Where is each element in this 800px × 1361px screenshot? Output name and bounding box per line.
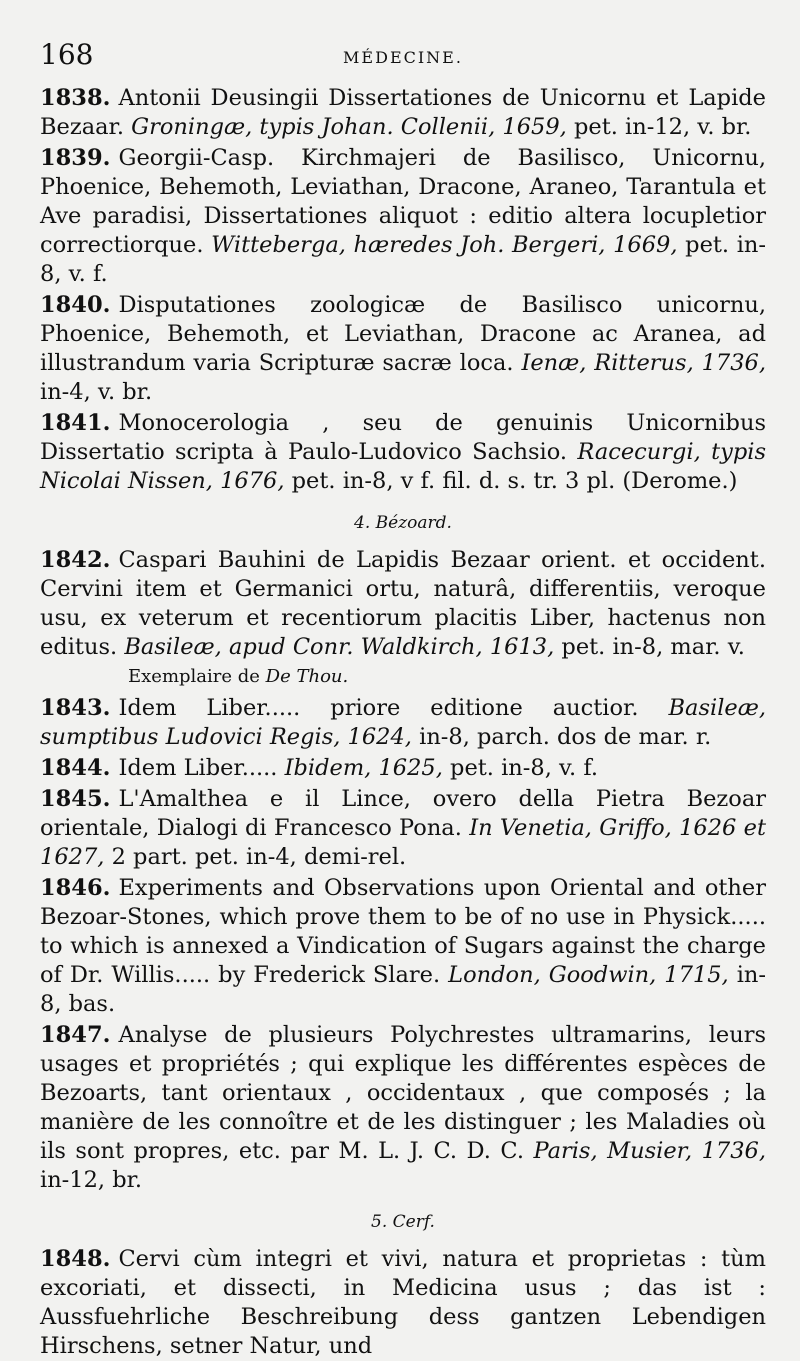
entry-number: 1838. [40, 85, 111, 111]
entry-number: 1842. [40, 547, 111, 573]
entry-format: in-8, bas. [40, 962, 767, 1017]
entry-number: 1840. [40, 292, 111, 318]
entry-number: 1839. [40, 145, 111, 171]
entry-format: in-4, v. br. [40, 379, 153, 405]
entry-format: pet. in-8, v. f. [450, 755, 599, 781]
entry-format: in-12, br. [40, 1167, 143, 1193]
entry-format: pet. in-8, v. f. [40, 232, 767, 287]
entry-text: Analyse de plusieurs Polychrestes ultramarins, leurs usages et propriétés ; qui explique les différentes espèces de Bezoarts, tant orientaux , occidentaux , que composés ; la manière de les connoître et de les distinguer ; les Maladies où ils sont propres, etc. par M. L. J. C. D. C. [40, 1022, 766, 1164]
entry-text: Experiments and Observations upon Oriental and other Bezoar-Stones, which prove them to be of no use in Physick..... to which is annexed a Vindication of Sugars against the charge of Dr. Willis..... by Frederick Slare. [40, 875, 766, 988]
section-heading-cerf: 5. Cerf. [371, 1212, 435, 1232]
entry-number: 1848. [40, 1246, 111, 1272]
entry-format: pet. in-8, v f. fil. d. s. tr. 3 pl. (Derome.) [291, 468, 738, 494]
entry-imprint: Witteberga, hæredes Joh. Bergeri, 1669, [211, 232, 678, 258]
catalog-entry [40, 694, 766, 752]
entries-group-a [40, 84, 766, 496]
entry-imprint: Groningæ, typis Johan. Collenii, 1659, [131, 114, 567, 140]
running-head: MÉDECINE. [343, 48, 463, 67]
catalog-entry [40, 1245, 766, 1361]
catalog-entry [40, 1021, 766, 1195]
entry-number: 1841. [40, 410, 111, 436]
entries-group-b [40, 694, 766, 1195]
section-heading-bezoard: 4. Bézoard. [354, 513, 452, 533]
catalog-entry [40, 84, 766, 142]
entry-imprint: Paris, Musier, 1736, [533, 1138, 766, 1164]
entry-text: L'Amalthea e il Lince, overo della Pietra Bezoar orientale, Dialogi di Francesco Pona. [40, 786, 766, 841]
entry-number: 1846. [40, 875, 111, 901]
page-header [40, 38, 766, 84]
catalog-entry [40, 291, 766, 407]
entry-imprint: Basileæ, apud Conr. Waldkirch, 1613, [124, 634, 555, 660]
entry-text: Georgii-Casp. Kirchmajeri de Basilisco, Unicornu, Phoenice, Behemoth, Leviathan, Dracone, Araneo, Tarantula et Ave paradisi, Dissertationes aliquot : editio altera locupletior correctiorque. [40, 145, 766, 258]
entry-format: in-8, parch. dos de mar. r. [419, 724, 712, 750]
catalog-entry [40, 874, 766, 1019]
catalog-entry [40, 546, 766, 662]
entry-text: Monocerologia , seu de genuinis Unicornibus Dissertatio scripta à Paulo-Ludovico Sachsio. [40, 410, 766, 465]
entry-text: Cervi cùm integri et vivi, natura et proprietas : tùm excoriati, et dissecti, in Medicina usus ; das ist : Aussfuehrliche Beschreibung dess gantzen Lebendigen Hirschens, setner Natur, und [40, 1246, 766, 1359]
entry-text: Idem Liber..... priore editione auctior. [118, 695, 639, 721]
entry-number: 1847. [40, 1022, 111, 1048]
catalog-entry [40, 144, 766, 289]
entry-number: 1843. [40, 695, 111, 721]
entry-imprint: Ienæ, Ritterus, 1736, [521, 350, 767, 376]
catalog-entry [40, 785, 766, 872]
note-owner: De Thou. [265, 666, 349, 687]
entry-format: pet. in-12, v. br. [573, 114, 752, 140]
entry-text: Antonii Deusingii Dissertationes de Unicornu et Lapide Bezaar. [40, 85, 766, 140]
catalog-entry [40, 754, 766, 783]
entry-format: 2 part. pet. in-4, demi-rel. [111, 844, 407, 870]
entry-text: Disputationes zoologicæ de Basilisco unicornu, Phoenice, Behemoth, et Leviathan, Dracone ac Aranea, ad illustrandum varia Scripturæ sacræ loca. [40, 292, 766, 376]
entry-text: Caspari Bauhini de Lapidis Bezaar orient. et occident. Cervini item et Germanici ortu, naturâ, differentiis, veroque usu, ex veterum et recentiorum placitis Liber, hactenus non editus. [40, 547, 766, 660]
entry-imprint: In Venetia, Griffo, 1626 et 1627, [40, 815, 767, 870]
entry-format: pet. in-8, mar. v. [561, 634, 745, 660]
page-number: 168 [40, 38, 94, 71]
provenance-note [40, 664, 766, 690]
entry-imprint: Ibidem, 1625, [284, 755, 443, 781]
entry-imprint: Racecurgi, typis Nicolai Nissen, 1676, [40, 439, 766, 494]
entry-number: 1844. [40, 755, 111, 781]
entry-number: 1845. [40, 786, 111, 812]
entry-text: Idem Liber..... [118, 755, 278, 781]
entry-imprint: Basileæ, sumptibus Ludovici Regis, 1624, [40, 695, 767, 750]
note-prefix: Exemplaire de [128, 666, 260, 687]
catalog-entry [40, 409, 766, 496]
entry-imprint: London, Goodwin, 1715, [448, 962, 729, 988]
